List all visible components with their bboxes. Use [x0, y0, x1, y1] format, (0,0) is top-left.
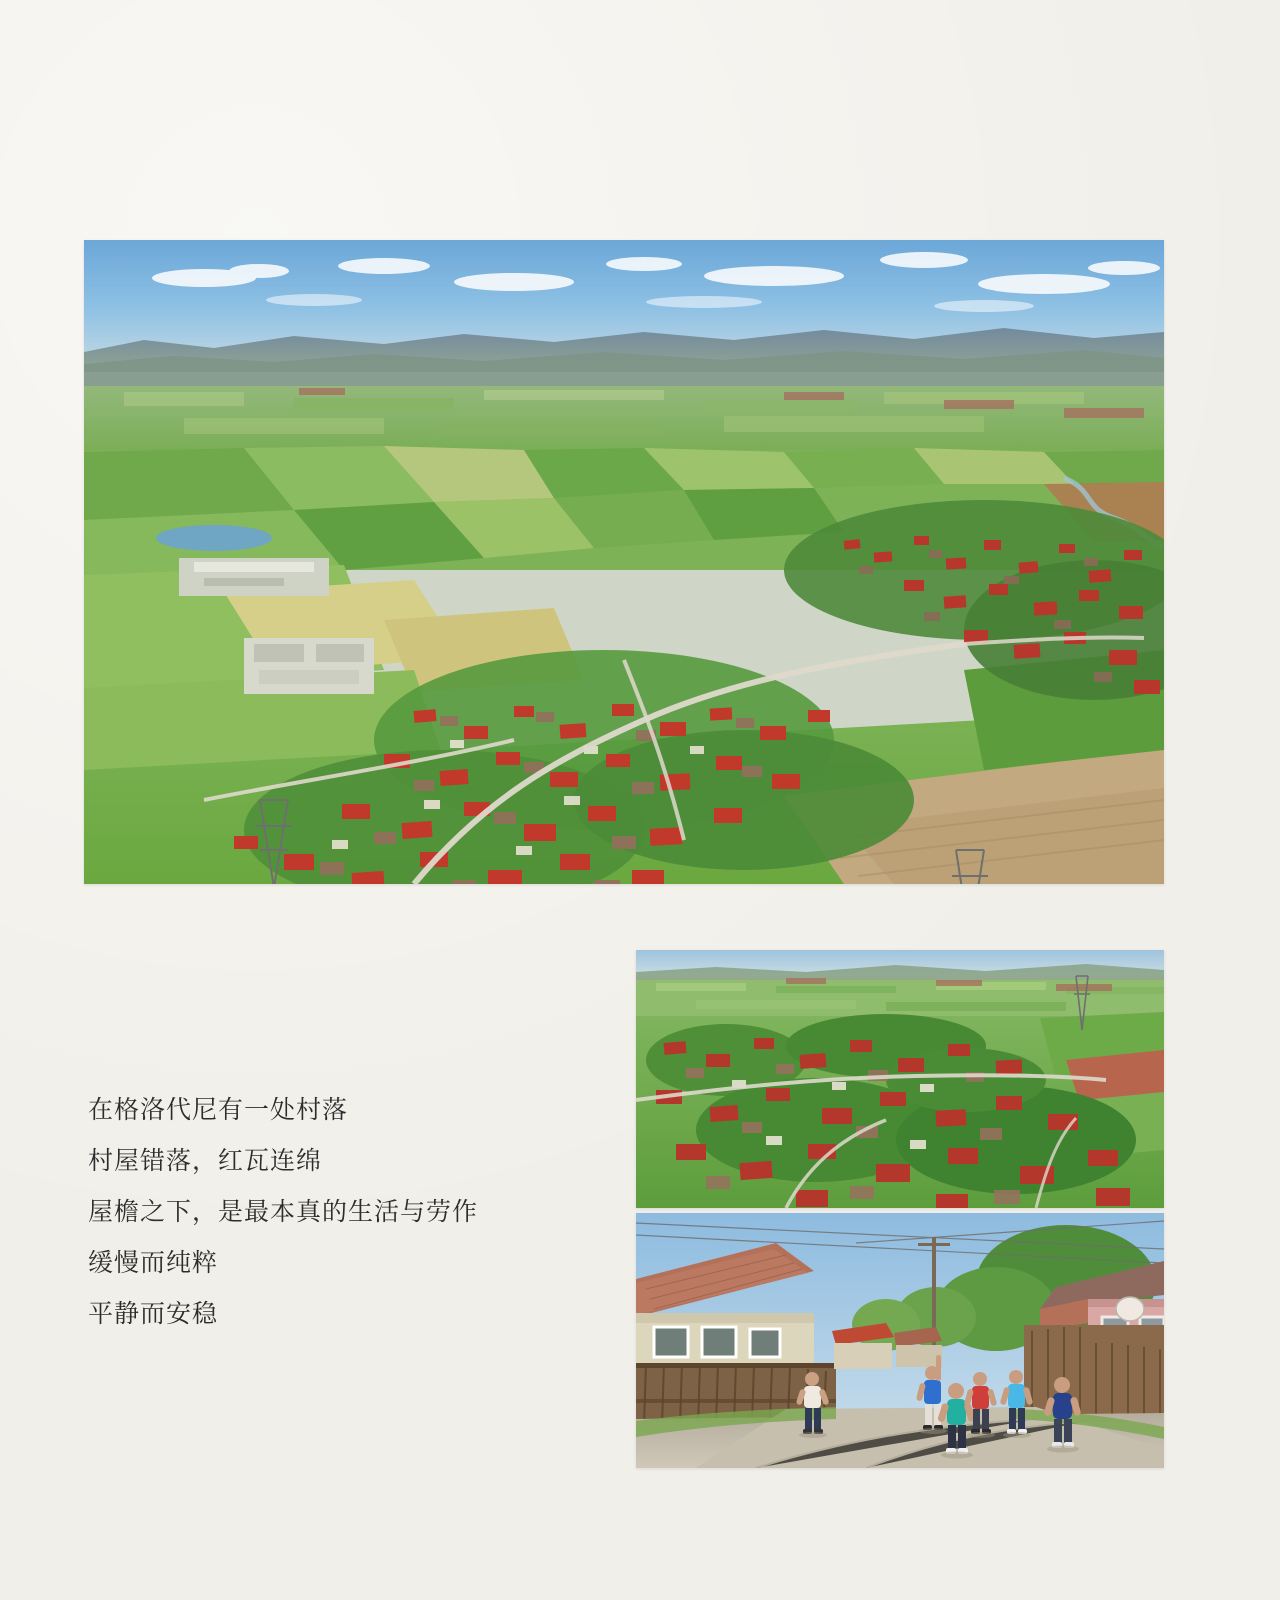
poem-block [88, 1085, 588, 1340]
aerial-village-closeup-photo [636, 950, 1164, 1208]
poem-line-4: 缓慢而纯粹 [88, 1249, 219, 1277]
village-street-children-illustration [636, 1213, 1164, 1468]
aerial-village-panorama-illustration [84, 240, 1164, 884]
poem-line-3: 屋檐之下，是最本真的生活与劳作 [88, 1198, 479, 1226]
poem-line-2: 村屋错落，红瓦连绵 [88, 1147, 323, 1175]
poem-line-1: 在格洛代尼有一处村落 [88, 1096, 349, 1124]
aerial-village-panorama-photo [84, 240, 1164, 884]
aerial-village-closeup-illustration [636, 950, 1164, 1208]
village-street-children-photo [636, 1213, 1164, 1468]
poem-line-5: 平静而安稳 [88, 1300, 219, 1328]
